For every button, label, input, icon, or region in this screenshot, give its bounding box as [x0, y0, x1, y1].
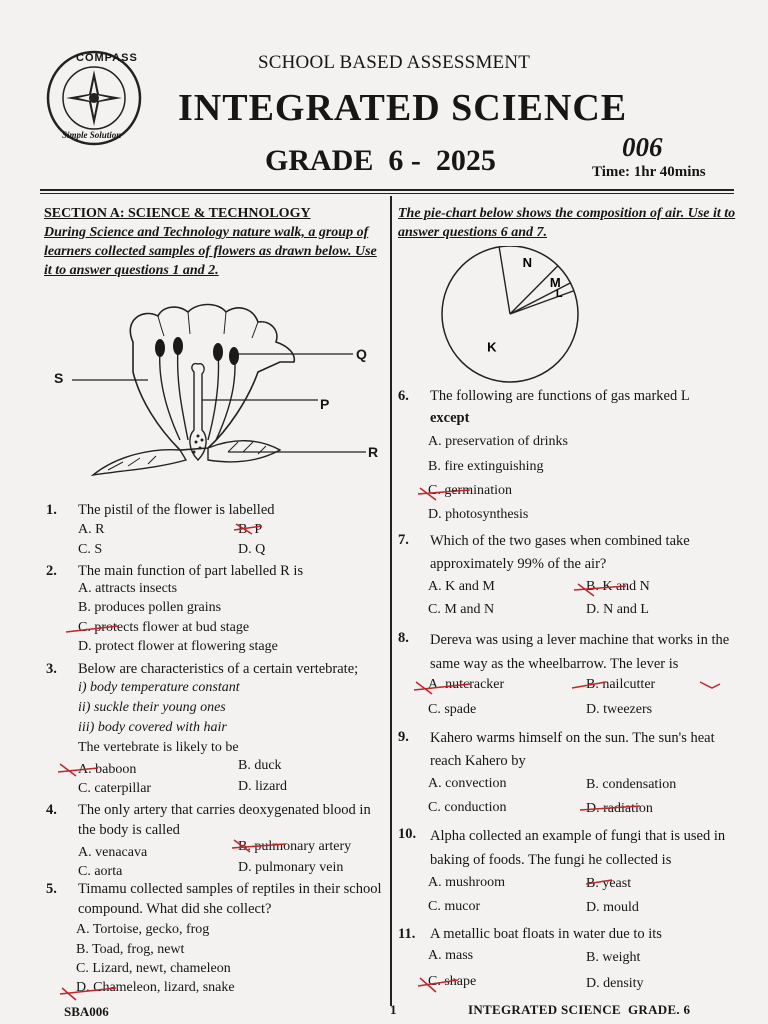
q4-option-c[interactable]: C. aorta: [78, 864, 123, 879]
q10-option-c[interactable]: C. mucor: [428, 899, 481, 914]
question-number: 11.: [398, 926, 416, 942]
footer-subject: INTEGRATED SCIENCE GRADE. 6: [468, 1002, 691, 1017]
q11-option-a[interactable]: A. mass: [428, 948, 474, 963]
question-stem: Dereva was using a lever machine that works in the same way as the wheelbarrow. The lever is: [430, 632, 730, 672]
question-number: 1.: [46, 502, 57, 518]
question-stem: The following are functions of gas marked L: [430, 388, 690, 404]
mark-q8: [414, 682, 470, 694]
question-number: 9.: [398, 729, 409, 745]
section-title: SECTION A: SCIENCE & TECHNOLOGY: [44, 206, 311, 221]
q4-option-a[interactable]: A. venacava: [78, 845, 148, 860]
question-number: 10.: [398, 826, 417, 842]
question-number: 8.: [398, 630, 409, 646]
q11-option-d[interactable]: D. density: [586, 976, 644, 991]
logo-text: COMPASS: [76, 52, 138, 64]
subject-title: INTEGRATED SCIENCE: [178, 87, 628, 129]
page-number: 1: [390, 1002, 397, 1017]
mark-q4: [232, 840, 286, 852]
footer-code: SBA006: [64, 1004, 109, 1019]
q6-option-b[interactable]: B. fire extinguishing: [428, 459, 544, 474]
question-number: 2.: [46, 563, 57, 579]
question-stem: The pistil of the flower is labelled: [78, 502, 275, 518]
q9-option-b[interactable]: B. condensation: [586, 777, 677, 792]
paper-code: 006: [622, 132, 663, 162]
q3-option-b[interactable]: B. duck: [238, 758, 282, 773]
mark-q11: [418, 978, 458, 992]
question-stem: The main function of part labelled R is: [78, 563, 304, 579]
question-stem: Alpha collected an example of fungi that is used in baking of foods. The fungi he collected is: [430, 828, 726, 868]
mark-q7: [574, 584, 626, 596]
q2-option-b[interactable]: B. produces pollen grains: [78, 600, 222, 615]
mark-q1: [234, 524, 262, 534]
question-number: 4.: [46, 802, 57, 818]
q9-option-d[interactable]: D. radiation: [586, 801, 653, 816]
mark-q2: [66, 626, 118, 632]
pie-label-n: N: [522, 255, 533, 271]
q7-option-b[interactable]: B. K and N: [586, 579, 650, 594]
q3-item-2: ii) suckle their young ones: [78, 700, 226, 715]
mark-q10: [586, 880, 612, 884]
mark-q5: [60, 988, 116, 1000]
q5-option-c[interactable]: C. Lizard, newt, chameleon: [76, 961, 231, 976]
pie-label-k: K: [487, 339, 497, 355]
q7-option-c[interactable]: C. M and N: [428, 602, 495, 617]
mark-q6: [418, 488, 470, 500]
mark-q8-note: [572, 682, 720, 688]
question-stem: Timamu collected samples of reptiles in their school compound. What did she collect?: [78, 881, 382, 917]
q4-option-d[interactable]: D. pulmonary vein: [238, 860, 344, 875]
question-stem: Which of the two gases when combined take approximately 99% of the air?: [430, 533, 690, 572]
q10-option-a[interactable]: A. mushroom: [428, 875, 505, 890]
q3-item-3: iii) body covered with hair: [78, 720, 227, 735]
label-q: Q: [356, 346, 367, 362]
q6-option-c[interactable]: C. germination: [428, 483, 512, 498]
question-stem: Below are characteristics of a certain vertebrate;: [78, 661, 359, 677]
question-stem: The only artery that carries deoxygenated blood in the body is called: [78, 802, 371, 838]
q10-option-b[interactable]: B. yeast: [586, 876, 632, 891]
q1-option-d[interactable]: D. Q: [238, 542, 266, 557]
q2-option-a[interactable]: A. attracts insects: [78, 581, 178, 596]
q5-option-a[interactable]: A. Tortoise, gecko, frog: [76, 922, 210, 937]
q8-option-a[interactable]: A. nutcracker: [428, 677, 505, 692]
mark-q9: [580, 806, 640, 810]
q6-option-d[interactable]: D. photosynthesis: [428, 507, 529, 522]
logo-tagline: Simple Solution: [62, 130, 122, 140]
q5-option-b[interactable]: B. Toad, frog, newt: [76, 942, 185, 957]
q7-option-d[interactable]: D. N and L: [586, 602, 649, 617]
q3-option-d[interactable]: D. lizard: [238, 779, 287, 794]
q2-option-d[interactable]: D. protect flower at flowering stage: [78, 639, 278, 654]
q8-option-c[interactable]: C. spade: [428, 702, 477, 717]
q1-option-c[interactable]: C. S: [78, 542, 103, 557]
q5-option-d[interactable]: D. Chameleon, lizard, snake: [76, 980, 235, 995]
q1-option-a[interactable]: A. R: [78, 522, 105, 537]
question-number: 7.: [398, 532, 409, 548]
question-number: 3.: [46, 661, 57, 677]
label-p: P: [320, 396, 330, 412]
q11-option-b[interactable]: B. weight: [586, 950, 641, 965]
q9-option-a[interactable]: A. convection: [428, 776, 507, 791]
label-s: S: [54, 370, 64, 386]
q3-stem-2: The vertebrate is likely to be: [78, 740, 239, 755]
section-intro: During Science and Technology nature walk, a group of learners collected samples of flowers as drawn below. Use it to answer questions 1 and 2.: [44, 225, 377, 278]
question-stem: A metallic boat floats in water due to its: [430, 926, 662, 942]
pie-label-l: L: [555, 288, 563, 301]
q11-option-c[interactable]: C. shape: [428, 974, 477, 989]
q3-option-c[interactable]: C. caterpillar: [78, 781, 152, 796]
q2-option-c[interactable]: C. protects flower at bud stage: [78, 620, 250, 635]
question-stem: Kahero warms himself on the sun. The sun's heat reach Kahero by: [430, 730, 715, 769]
grade-year: GRADE 6 - 2025: [265, 144, 496, 177]
q6-option-a[interactable]: A. preservation of drinks: [428, 434, 568, 449]
q3-item-1: i) body temperature constant: [78, 680, 240, 695]
question-number: 5.: [46, 881, 57, 897]
question-number: 6.: [398, 388, 409, 404]
time-allowed: Time: 1hr 40mins: [592, 164, 706, 180]
q3-option-a[interactable]: A. baboon: [78, 762, 137, 777]
question-stem-except: except: [430, 410, 470, 426]
q8-option-d[interactable]: D. tweezers: [586, 702, 653, 717]
q8-option-b[interactable]: B. nailcutter: [586, 677, 656, 692]
mark-q3: [58, 764, 98, 776]
q4-option-b[interactable]: B. pulmonary artery: [238, 839, 352, 854]
q10-option-d[interactable]: D. mould: [586, 900, 639, 915]
q1-option-b[interactable]: B. P: [238, 522, 263, 537]
pie-label-m: M: [549, 274, 561, 290]
q7-option-a[interactable]: A. K and M: [428, 579, 495, 594]
q9-option-c[interactable]: C. conduction: [428, 800, 507, 815]
label-r: R: [368, 444, 379, 460]
assessment-label: SCHOOL BASED ASSESSMENT: [258, 52, 531, 73]
pie-chart-intro: The pie-chart below shows the composition of air. Use it to answer questions 6 and 7.: [398, 206, 736, 240]
